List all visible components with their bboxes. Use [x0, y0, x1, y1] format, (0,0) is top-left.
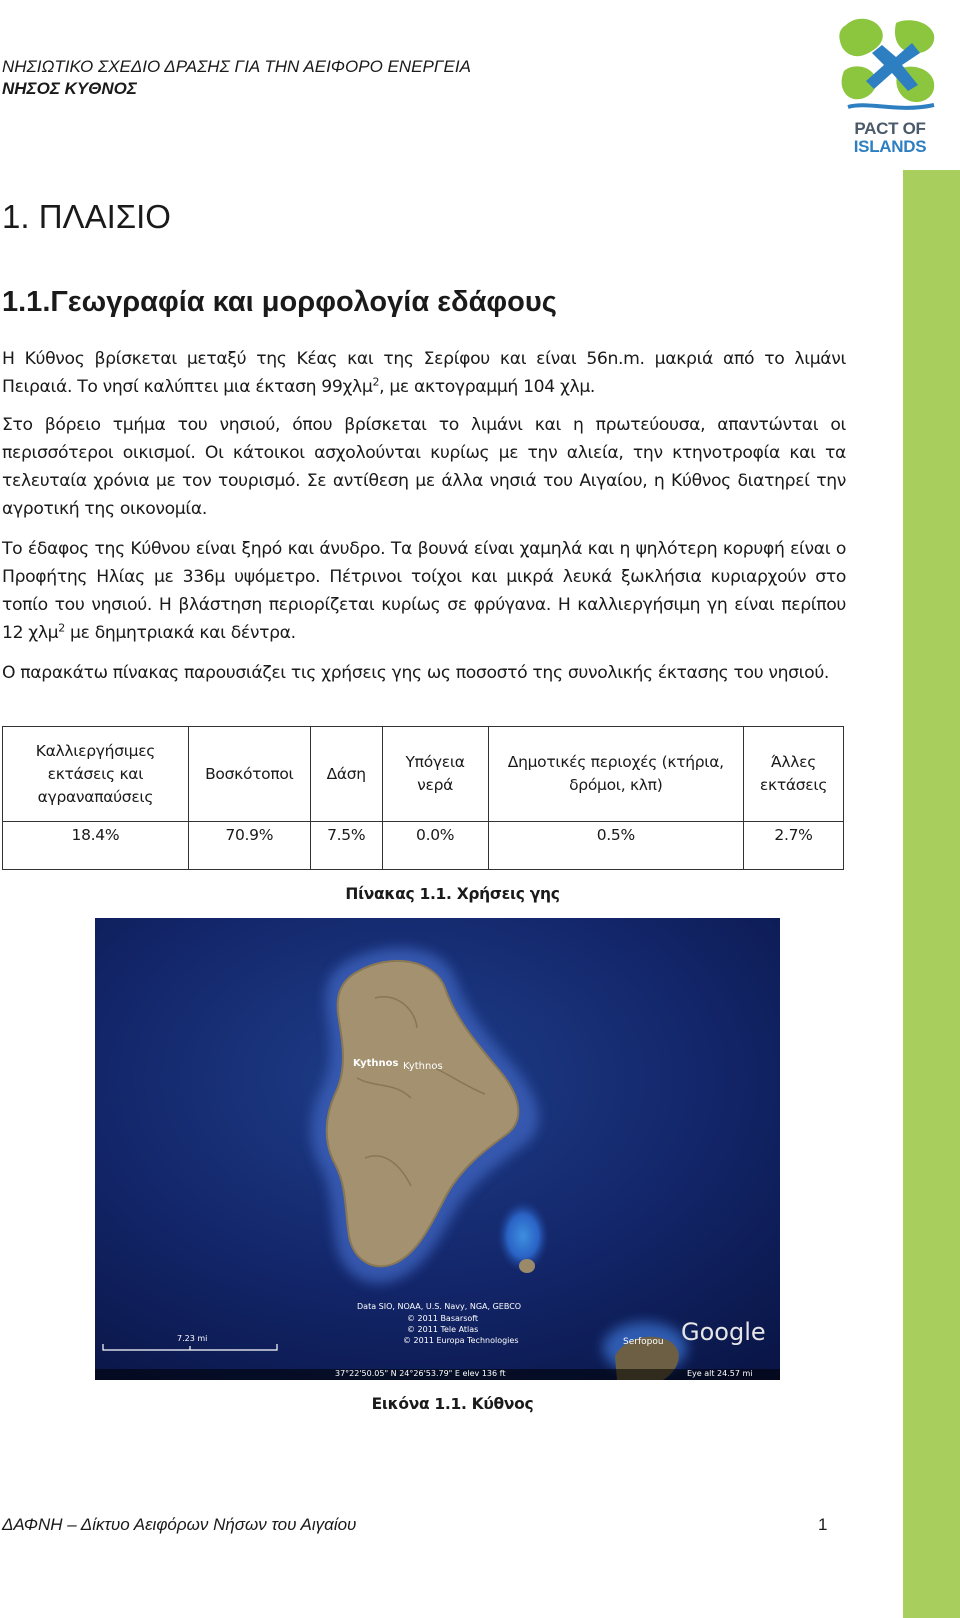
table-cell: 18.4% — [3, 822, 189, 870]
logo-text-line2: ISLANDS — [853, 137, 927, 156]
paragraph-3-text-b: με δημητριακά και δέντρα. — [64, 623, 296, 643]
page-number: 1 — [818, 1515, 828, 1534]
logo-text-line1: PACT OF — [854, 119, 926, 138]
paragraph-4: Ο παρακάτω πίνακας παρουσιάζει τις χρήσεις γης ως ποσοστό της συνολικής έκτασης του νησιού. — [2, 663, 830, 683]
table-header-cell: Βοσκότοποι — [188, 727, 310, 822]
map-label-serifos: Serfopou — [623, 1337, 664, 1347]
pact-of-islands-logo — [838, 15, 948, 160]
chapter-title: 1. ΠΛΑΙΣΙΟ — [2, 198, 171, 235]
table-row — [3, 822, 844, 870]
map-label-kythnos: Kythnos — [353, 1058, 399, 1069]
google-logo: Google — [681, 1318, 766, 1346]
table-cell: 2.7% — [744, 822, 844, 870]
map-scale-label: 7.23 mi — [177, 1334, 208, 1343]
header-line1: ΝΗΣΙΩΤΙΚΟ ΣΧΕΔΙΟ ΔΡΑΣΗΣ ΓΙΑ ΤΗΝ ΑΕΙΦΟΡΟ ΕΝΕΡΓΕΙΑ — [2, 57, 471, 76]
paragraph-1-sup: 2 — [372, 375, 380, 389]
running-header — [2, 56, 471, 100]
table-cell: 0.0% — [382, 822, 488, 870]
map-credit: © 2011 Tele Atlas — [407, 1325, 479, 1334]
map-coordinates: 37°22'50.05" N 24°26'53.79" E elev 136 ft — [335, 1369, 506, 1378]
paragraph-3-sup: 2 — [58, 621, 65, 635]
side-bar — [903, 170, 960, 1618]
paragraph-1-text-a: Η Κύθνος βρίσκεται μεταξύ της Κέας και της Σερίφου και είναι 56n.m. μακριά από το λιμάνι Πειραιά. Το νησί καλύπτει μια έκταση 99χλμ — [2, 349, 846, 397]
section-title: 1.1.Γεωγραφία και μορφολογία εδάφους — [2, 286, 557, 318]
table-cell: 70.9% — [188, 822, 310, 870]
table-header-cell: Καλλιεργήσιμες εκτάσεις και αγραναπαύσεις — [3, 727, 189, 822]
header-line2: ΝΗΣΟΣ ΚΥΘΝΟΣ — [2, 79, 137, 98]
map-credit: © 2011 Basarsoft — [407, 1314, 479, 1323]
figure-caption: Εικόνα 1.1. Κύθνος — [371, 1395, 534, 1413]
table-header-cell: Υπόγεια νερά — [382, 727, 488, 822]
table-cell: 0.5% — [488, 822, 743, 870]
paragraph-3 — [2, 535, 846, 647]
table-header-cell: Δάση — [310, 727, 382, 822]
logo-mark-icon — [838, 15, 942, 115]
table-header-cell: Άλλες εκτάσεις — [744, 727, 844, 822]
map-credit: © 2011 Europa Technologies — [403, 1336, 519, 1345]
paragraph-1 — [2, 345, 846, 401]
map-eye-altitude: Eye alt 24.57 mi — [687, 1369, 753, 1378]
table-cell: 7.5% — [310, 822, 382, 870]
paragraph-1-text-b: , με ακτογραμμή 104 χλμ. — [379, 377, 596, 397]
table-header-row — [3, 727, 844, 822]
table-caption: Πίνακας 1.1. Χρήσεις γης — [345, 885, 560, 903]
table-header-cell: Δημοτικές περιοχές (κτήρια, δρόμοι, κλπ) — [488, 727, 743, 822]
map-credit: Data SIO, NOAA, U.S. Navy, NGA, GEBCO — [357, 1302, 522, 1311]
footer-text: ΔΑΦΝΗ – Δίκτυο Αειφόρων Νήσων του Αιγαίου — [2, 1515, 357, 1534]
paragraph-2: Στο βόρειο τμήμα του νησιού, όπου βρίσκεται το λιμάνι και η πρωτεύουσα, απαντώνται οι περισσότεροι οικισμοί. Οι κάτοικοι ασχολούνται κυρίως με την αλιεία, την κτηνοτροφία και τα τελευταία χρόνια με τον τουρισμό. Σε αντίθεση με άλλα νησιά του Αιγαίου, η Κύθνος διατηρεί την αγροτική της οικονομία. — [2, 415, 846, 519]
satellite-map-image — [95, 918, 780, 1380]
land-use-table — [2, 726, 844, 870]
map-label-kythnos-2: Kythnos — [403, 1061, 443, 1072]
paragraph-3-text-a: Το έδαφος της Κύθνου είναι ξηρό και άνυδρο. Τα βουνά είναι χαμηλά και η ψηλότερη κορυφή είναι ο Προφήτης Ηλίας με 336μ υψόμετρο. Πέτρινοι τοίχοι και μικρά λευκά ξωκλήσια κυριαρχούν στο τοπίο του νησιού. Η βλάστηση περιορίζεται κυρίως σε φρύγανα. Η καλλιεργήσιμη γη είναι περίπου 12 χλμ — [2, 539, 846, 643]
